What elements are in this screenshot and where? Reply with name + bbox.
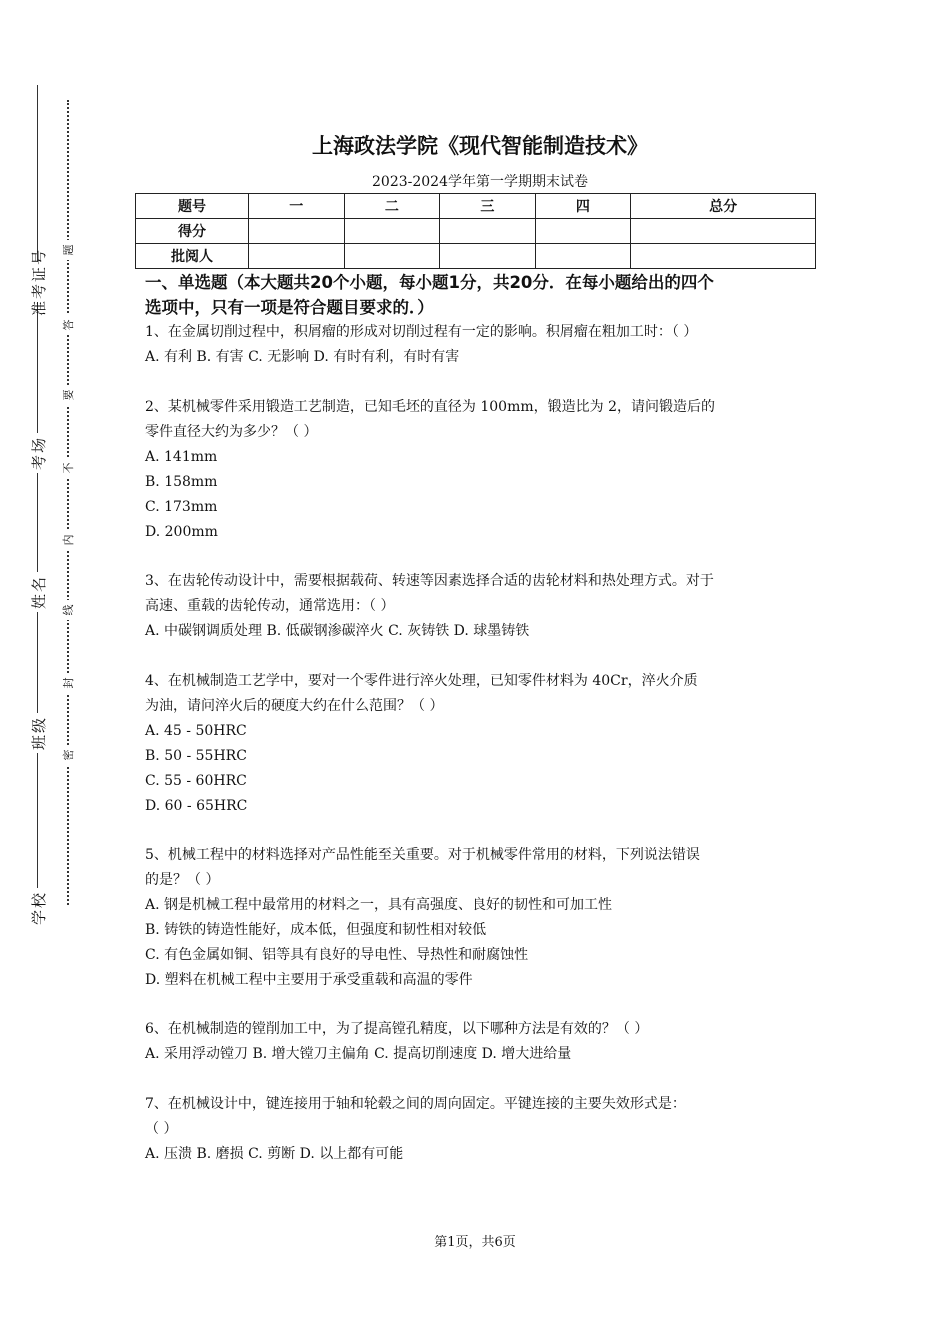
question-2-text-cont: 零件直径大约为多少？（ ）	[145, 424, 318, 440]
question-4-option-a: A. 45 - 50HRC	[145, 723, 247, 739]
section-heading-line: 选项中，只有一项是符合题目要求的．）	[145, 298, 434, 317]
table-header-cell: 题号	[136, 194, 249, 219]
question-5-option-a: A. 钢是机械工程中最常用的材料之一，具有高强度、良好的韧性和可加工性	[145, 897, 613, 913]
exam-number-label: 准考证号	[18, 262, 58, 302]
score-cell	[249, 219, 345, 244]
question-2-option-c: C. 173mm	[145, 499, 218, 515]
question-7-text-cont: （ ）	[145, 1121, 178, 1137]
exam-title: 上海政法学院《现代智能制造技术》	[312, 134, 648, 158]
question-3-text-cont: 高速、重载的齿轮传动，通常选用：（ ）	[145, 598, 395, 614]
page-number: 第1页，共6页	[434, 1235, 516, 1250]
fill-in-line	[37, 85, 38, 910]
score-row	[136, 219, 816, 244]
score-cell	[631, 219, 816, 244]
seal-dotted-line	[67, 100, 69, 905]
question-2-text: 2、某机械零件采用锻造工艺制造，已知毛坯的直径为 100mm，锻造比为 2，请问锻造后的	[145, 399, 715, 415]
question-2-option-d: D. 200mm	[145, 524, 218, 540]
seal-char: 答	[58, 315, 78, 335]
section-heading	[145, 270, 820, 320]
question-4-option-c: C. 55 - 60HRC	[145, 773, 247, 789]
binding-margin	[0, 0, 100, 1344]
exam-room-label: 考场	[18, 433, 58, 473]
table-header-cell: 二	[344, 194, 440, 219]
question-3-text: 3、在齿轮传动设计中，需要根据载荷、转速等因素选择合适的齿轮材料和热处理方式。对于	[145, 573, 714, 589]
question-5-option-b: B. 铸铁的铸造性能好，成本低，但强度和韧性相对较低	[145, 922, 487, 938]
question-7-options: A. 压溃 B. 磨损 C. 剪断 D. 以上都有可能	[145, 1146, 404, 1162]
seal-char: 题	[58, 240, 78, 260]
grader-cell	[249, 244, 345, 269]
score-row-label: 得分	[136, 219, 249, 244]
grader-cell	[344, 244, 440, 269]
class-label: 班级	[18, 713, 58, 753]
seal-char: 内	[58, 530, 78, 550]
student-name-label: 姓名	[18, 572, 58, 612]
score-cell	[440, 219, 536, 244]
grader-cell	[440, 244, 536, 269]
question-4-text: 4、在机械制造工艺学中，要对一个零件进行淬火处理，已知零件材料为 40Cr，淬火介质	[145, 673, 698, 689]
question-4-option-d: D. 60 - 65HRC	[145, 798, 248, 814]
question-5-text-cont: 的是？（ ）	[145, 872, 220, 888]
question-4-option-b: B. 50 - 55HRC	[145, 748, 247, 764]
seal-char: 密	[58, 745, 78, 765]
question-7-text: 7、在机械设计中，键连接用于轴和轮毂之间的周向固定。平键连接的主要失效形式是：	[145, 1096, 686, 1112]
question-2-option-a: A. 141mm	[145, 449, 218, 465]
table-header-cell: 四	[535, 194, 631, 219]
score-cell	[344, 219, 440, 244]
question-6-text: 6、在机械制造的镗削加工中，为了提高镗孔精度，以下哪种方法是有效的？（ ）	[145, 1021, 649, 1037]
question-6-options: A. 采用浮动镗刀 B. 增大镗刀主偏角 C. 提高切削速度 D. 增大进给量	[145, 1046, 572, 1062]
question-3-options: A. 中碳钢调质处理 B. 低碳钢渗碳淬火 C. 灰铸铁 D. 球墨铸铁	[145, 623, 530, 639]
score-table-header-row	[136, 194, 816, 219]
exam-subtitle: 2023-2024学年第一学期期末试卷	[372, 174, 588, 190]
question-5-option-c: C. 有色金属如铜、铝等具有良好的导电性、导热性和耐腐蚀性	[145, 947, 529, 963]
seal-char: 要	[58, 385, 78, 405]
question-4-text-cont: 为油，请问淬火后的硬度大约在什么范围？（ ）	[145, 698, 444, 714]
grader-cell	[535, 244, 631, 269]
seal-char: 线	[58, 600, 78, 620]
question-5-option-d: D. 塑料在机械工程中主要用于承受重载和高温的零件	[145, 972, 473, 988]
question-1-options: A. 有利 B. 有害 C. 无影响 D. 有时有利，有时有害	[145, 349, 460, 365]
table-header-cell: 总分	[631, 194, 816, 219]
grader-row	[136, 244, 816, 269]
school-label: 学校	[18, 888, 58, 928]
grader-row-label: 批阅人	[136, 244, 249, 269]
seal-char: 不	[58, 458, 78, 478]
table-header-cell: 一	[249, 194, 345, 219]
section-heading-line: 一、单选题（本大题共20个小题，每小题1分，共20分．在每小题给出的四个	[145, 273, 714, 292]
seal-char: 封	[58, 673, 78, 693]
grader-cell	[631, 244, 816, 269]
score-cell	[535, 219, 631, 244]
score-table	[135, 193, 816, 269]
question-2-option-b: B. 158mm	[145, 474, 218, 490]
question-1-text: 1、在金属切削过程中，积屑瘤的形成对切削过程有一定的影响。积屑瘤在粗加工时：（ ）	[145, 324, 698, 340]
table-header-cell: 三	[440, 194, 536, 219]
question-5-text: 5、机械工程中的材料选择对产品性能至关重要。对于机械零件常用的材料，下列说法错误	[145, 847, 700, 863]
